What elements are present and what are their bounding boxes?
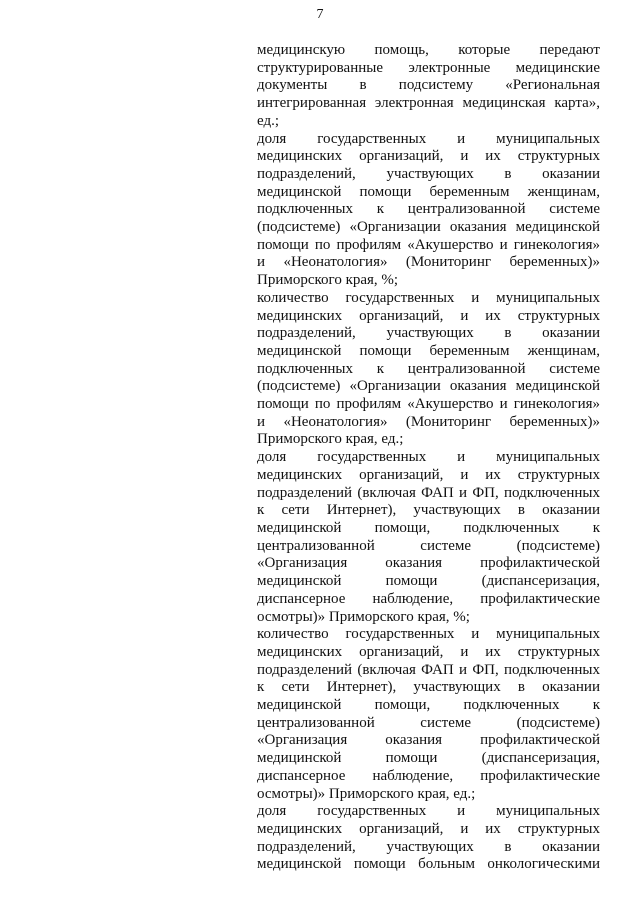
paragraph-continued: доля государственных и муниципальных медицинских организаций, и их структурных подразделений, участвующих в оказании медицинской помощи больным онкологическими (257, 803, 600, 873)
paragraph: количество государственных и муниципальных медицинских организаций, и их структурных подразделений (включая ФАП и ФП, подключенных к сети Интернет), участвующих в оказании медицинской помощи, подключенных к централизованной системе (подсистеме) «Организация оказания профилактической медицинской помощи (диспансеризация, диспансерное наблюдение, профилактические осмотры)» Приморского края, ед.; (257, 626, 600, 802)
paragraph: доля государственных и муниципальных медицинских организаций, и их структурных подразделений, участвующих в оказании медицинской помощи беременным женщинам, подключенных к централизованной системе (подсистеме) «Организации оказания медицинской помощи по профилям «Акушерство и гинекология» и «Неонатология» (Мониторинг беременных)» Приморского края, %; (257, 130, 600, 289)
body-text (257, 42, 600, 874)
paragraph: медицинскую помощь, которые передают структурированные электронные медицинские документы в подсистему «Региональная интегрированная электронная медицинская карта», ед.; (257, 42, 600, 129)
page-number: 7 (316, 7, 324, 22)
paragraph: доля государственных и муниципальных медицинских организаций, и их структурных подразделений (включая ФАП и ФП, подключенных к сети Интернет), участвующих в оказании медицинской помощи, подключенных к централизованной системе (подсистеме) «Организация оказания профилактической медицинской помощи (диспансеризация, диспансерное наблюдение, профилактические осмотры)» Приморского края, %; (257, 449, 600, 625)
paragraph: количество государственных и муниципальных медицинских организаций, и их структурных подразделений, участвующих в оказании медицинской помощи беременным женщинам, подключенных к централизованной системе (подсистеме) «Организации оказания медицинской помощи по профилям «Акушерство и гинекология» и «Неонатология» (Мониторинг беременных)» Приморского края, ед.; (257, 289, 600, 448)
